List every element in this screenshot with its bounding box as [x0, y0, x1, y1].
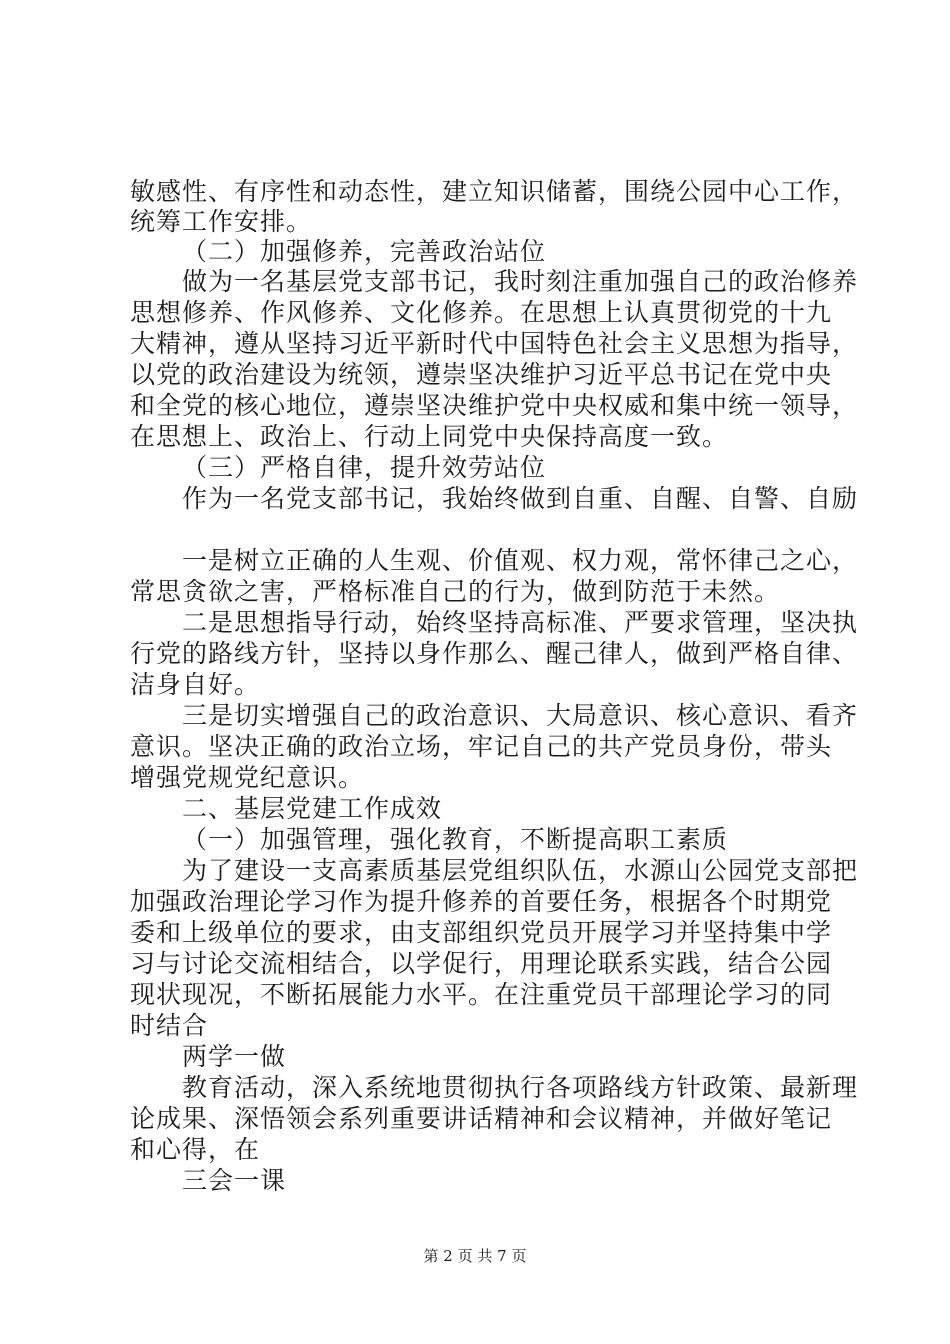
section-heading: （三）严格自律，提升效劳站位	[182, 453, 547, 482]
text-line: 三是切实增强自己的政治意识、大局意识、核心意识、看齐	[182, 701, 859, 730]
text-line: 大精神，遵从坚持习近平新时代中国特色社会主义思想为指导，	[130, 329, 859, 358]
text-line: 作为一名党支部书记，我始终做到自重、自醒、自警、自励	[182, 484, 859, 513]
text-line: 两学一做	[182, 1042, 287, 1071]
section-heading: 二、基层党建工作成效	[182, 794, 443, 823]
text-line: 和全党的核心地位，遵崇坚决维护党中央权威和集中统一领导，	[130, 391, 859, 420]
page-number-footer: 第 2 页 共 7 页	[423, 1247, 527, 1265]
text-line: 委和上级单位的要求，由支部组织党员开展学习并坚持集中学	[130, 918, 833, 947]
section-heading: （二）加强修养，完善政治站位	[182, 237, 547, 266]
text-line: 时结合	[130, 1011, 209, 1040]
text-line: 现状现况，不断拓展能力水平。在注重党员干部理论学习的同	[130, 980, 833, 1009]
text-line: 常思贪欲之害，严格标准自己的行为，做到防范于未然。	[130, 577, 781, 606]
text-line: 在思想上、政治上、行动上同党中央保持高度一致。	[130, 422, 729, 451]
text-line: 加强政治理论学习作为提升修养的首要任务，根据各个时期党	[130, 887, 833, 916]
text-line: 增强党规党纪意识。	[130, 763, 365, 792]
text-line: 统筹工作安排。	[130, 207, 313, 236]
text-line: 习与讨论交流相结合，以学促行，用理论联系实践，结合公园	[130, 949, 833, 978]
text-line: 以党的政治建设为统领，遵崇坚决维护习近平总书记在党中央	[130, 360, 833, 389]
text-line: 行党的路线方针，坚持以身作那么、醒己律人，做到严格自律、	[130, 639, 859, 668]
text-line: 意识。坚决正确的政治立场，牢记自己的共产党员身份，带头	[130, 732, 833, 761]
text-line: 和心得，在	[130, 1135, 261, 1164]
text-line: 教育活动，深入系统地贯彻执行各项路线方针政策、最新理	[182, 1073, 859, 1102]
text-line: 二是思想指导行动，始终坚持高标准、严要求管理，坚决执	[182, 608, 859, 637]
text-line: 洁身自好。	[130, 670, 261, 699]
text-line: 做为一名基层党支部书记，我时刻注重加强自己的政治修养	[182, 267, 859, 296]
text-line: 一是树立正确的人生观、价值观、权力观，常怀律己之心，	[182, 546, 859, 575]
section-heading: （一）加强管理，强化教育，不断提高职工素质	[182, 825, 729, 854]
text-line: 为了建设一支高素质基层党组织队伍，水源山公园党支部把	[182, 856, 859, 885]
text-line: 论成果、深悟领会系列重要讲话精神和会议精神，并做好笔记	[130, 1104, 833, 1133]
text-line: 敏感性、有序性和动态性，建立知识储蓄，围绕公园中心工作，	[130, 177, 859, 206]
text-line: 三会一课	[182, 1166, 287, 1195]
text-line: 思想修养、作风修养、文化修养。在思想上认真贯彻党的十九	[130, 298, 833, 327]
